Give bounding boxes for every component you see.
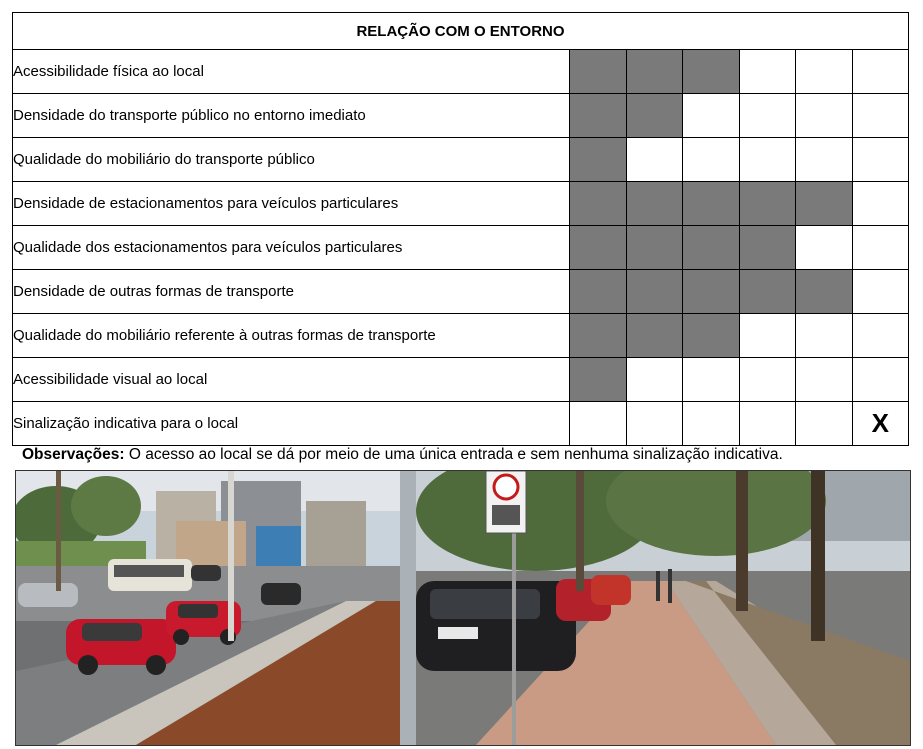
scale-cell-filled xyxy=(796,270,853,314)
table-row xyxy=(13,138,909,182)
scale-cell-filled xyxy=(739,182,796,226)
street-photo-left xyxy=(16,471,416,745)
table-row xyxy=(13,94,909,138)
scale-cell-filled xyxy=(570,314,627,358)
scale-cell-empty xyxy=(626,358,683,402)
scale-cell-filled xyxy=(683,50,740,94)
scale-cell-empty xyxy=(739,94,796,138)
scale-cell-empty xyxy=(739,50,796,94)
scale-cell-filled xyxy=(796,182,853,226)
row-label: Qualidade do mobiliário referente à outras formas de transporte xyxy=(13,314,570,358)
table-title: RELAÇÃO COM O ENTORNO xyxy=(13,13,909,50)
scale-cell-empty xyxy=(852,226,909,270)
scale-cell-filled xyxy=(683,270,740,314)
scale-cell-filled xyxy=(683,226,740,270)
x-mark: X xyxy=(871,408,889,438)
scale-cell-empty xyxy=(739,358,796,402)
scale-cell-empty xyxy=(852,182,909,226)
scale-cell-empty xyxy=(796,94,853,138)
scale-cell-empty xyxy=(796,50,853,94)
observations xyxy=(22,446,783,464)
scale-cell-empty xyxy=(796,138,853,182)
observations-label: Observações: xyxy=(22,446,125,463)
row-label: Densidade de estacionamentos para veículos particulares xyxy=(13,182,570,226)
row-label: Sinalização indicativa para o local xyxy=(13,402,570,446)
relation-table-frame xyxy=(12,12,909,468)
table-row xyxy=(13,358,909,402)
scale-cell-empty xyxy=(683,94,740,138)
scale-cell-empty xyxy=(796,358,853,402)
scale-cell-empty xyxy=(683,358,740,402)
scale-cell-filled xyxy=(683,314,740,358)
scale-cell-empty xyxy=(683,138,740,182)
scale-cell-filled xyxy=(626,182,683,226)
scale-cell-empty xyxy=(796,314,853,358)
scale-cell-empty xyxy=(852,50,909,94)
table-row xyxy=(13,182,909,226)
sidewalk-photo-right xyxy=(416,471,910,745)
row-label: Densidade de outras formas de transporte xyxy=(13,270,570,314)
scale-cell-filled xyxy=(570,94,627,138)
table-body xyxy=(13,50,909,446)
scale-cell-empty xyxy=(852,358,909,402)
scale-cell-empty xyxy=(852,94,909,138)
scale-cell-empty xyxy=(570,402,627,446)
scale-cell-empty xyxy=(852,314,909,358)
observations-text: O acesso ao local se dá por meio de uma única entrada e sem nenhuma sinalização indicativa. xyxy=(124,446,783,463)
scale-cell-empty xyxy=(796,402,853,446)
scale-cell-empty xyxy=(796,226,853,270)
scale-cell-filled xyxy=(626,50,683,94)
table-row xyxy=(13,226,909,270)
scale-cell-empty xyxy=(739,314,796,358)
site-photos xyxy=(15,470,911,746)
row-label: Qualidade do mobiliário do transporte público xyxy=(13,138,570,182)
scale-cell-filled xyxy=(570,182,627,226)
scale-cell-empty xyxy=(626,138,683,182)
row-label: Acessibilidade visual ao local xyxy=(13,358,570,402)
scale-cell-empty xyxy=(852,138,909,182)
scale-cell-filled xyxy=(570,226,627,270)
scale-cell-empty xyxy=(739,138,796,182)
table-row xyxy=(13,314,909,358)
scale-cell-filled xyxy=(626,226,683,270)
table-row xyxy=(13,402,909,446)
row-label: Acessibilidade física ao local xyxy=(13,50,570,94)
scale-cell-filled xyxy=(570,270,627,314)
row-label: Qualidade dos estacionamentos para veículos particulares xyxy=(13,226,570,270)
scale-cell-filled xyxy=(570,358,627,402)
scale-cell-filled xyxy=(739,270,796,314)
scale-cell-filled xyxy=(570,138,627,182)
scale-cell-empty xyxy=(739,402,796,446)
row-label: Densidade do transporte público no entorno imediato xyxy=(13,94,570,138)
scale-cell-filled xyxy=(626,270,683,314)
scale-cell-empty xyxy=(852,270,909,314)
table-row xyxy=(13,50,909,94)
scale-cell-filled xyxy=(683,182,740,226)
scale-cell-filled xyxy=(626,94,683,138)
relation-table xyxy=(12,12,909,446)
scale-cell-empty xyxy=(626,402,683,446)
scale-cell-filled xyxy=(626,314,683,358)
scale-cell-empty xyxy=(683,402,740,446)
scale-cell-filled xyxy=(570,50,627,94)
scale-cell-filled xyxy=(739,226,796,270)
table-row xyxy=(13,270,909,314)
scale-cell-empty xyxy=(852,402,909,446)
